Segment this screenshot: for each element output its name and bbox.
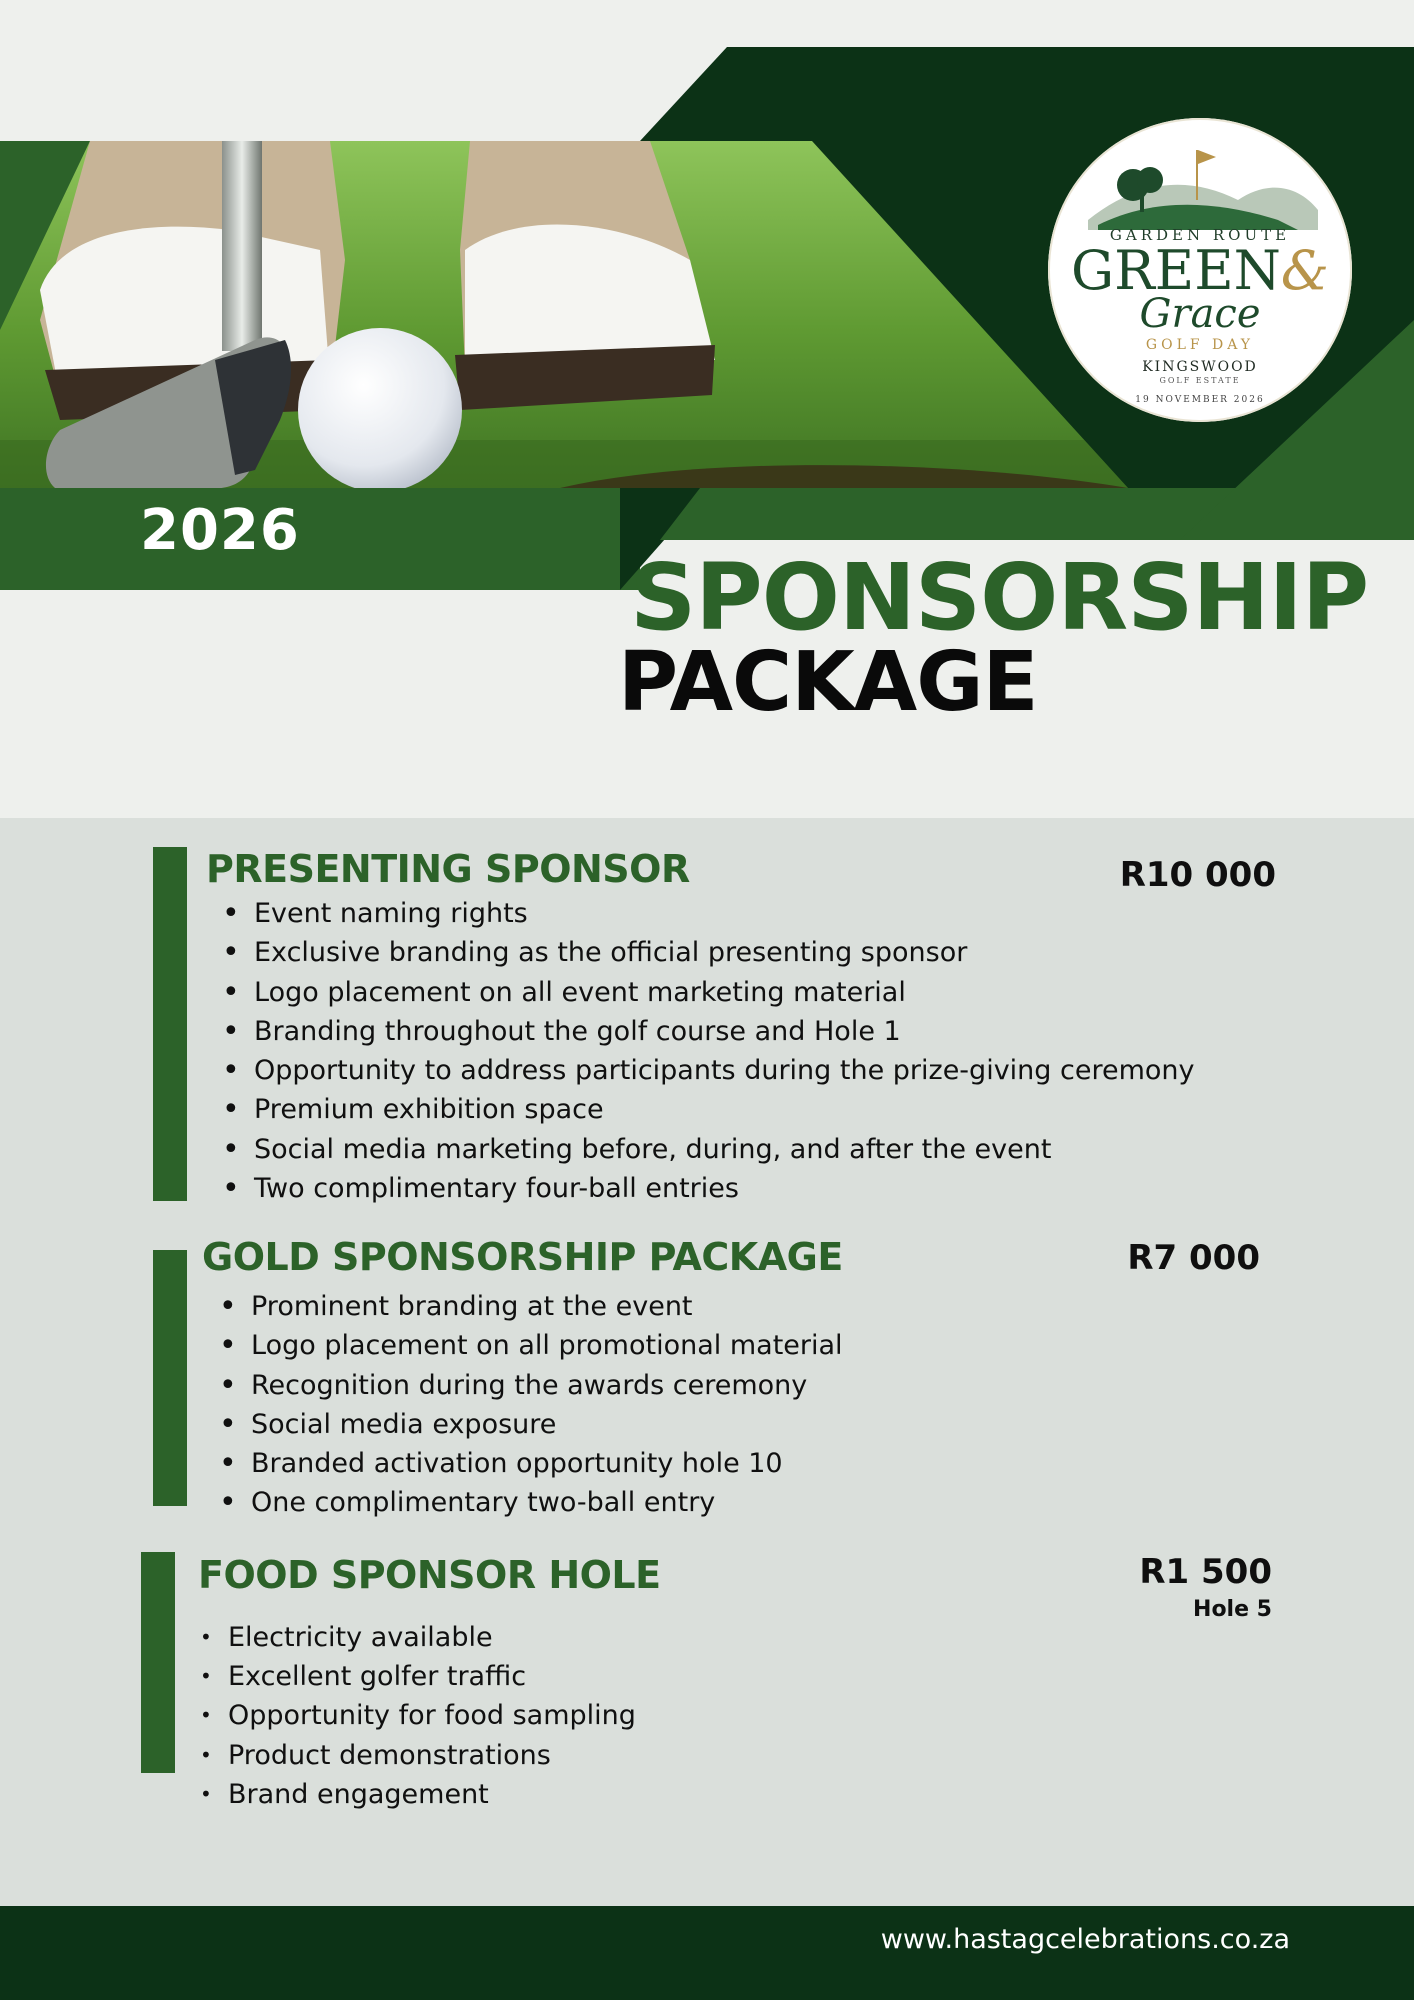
event-year: 2026 [140,498,300,563]
page-subtitle: PACKAGE [618,635,1038,730]
list-item: • Recognition during the awards ceremony [215,1366,843,1405]
section-title-presenting: PRESENTING SPONSOR [206,847,690,891]
list-item: • Exclusive branding as the official presenting sponsor [218,933,1195,972]
list-item: • Logo placement on all promotional material [215,1326,843,1365]
section-title-food: FOOD SPONSOR HOLE [198,1553,661,1597]
list-item: • Branding throughout the golf course and Hole 1 [218,1012,1195,1051]
logo-golf-day: GOLF DAY [1145,337,1255,353]
logo-grace: Grace [1139,291,1261,337]
list-item: • Excellent golfer traffic [198,1657,636,1696]
logo-landscape-icon [1078,140,1322,230]
section-accent-bar [153,847,187,1201]
section-list-gold [215,1287,843,1523]
page-title: SPONSORSHIP [630,544,1369,651]
year-ribbon [0,488,640,590]
logo-date: 19 NOVEMBER 2026 [1135,395,1265,405]
list-item: • Logo placement on all event marketing material [218,973,1195,1012]
section-price-note-food: Hole 5 [1193,1597,1272,1622]
list-item: • Social media marketing before, during, and after the event [218,1130,1195,1169]
list-item: • Opportunity to address participants during the prize-giving ceremony [218,1051,1195,1090]
list-item: • Premium exhibition space [218,1090,1195,1129]
section-price-presenting: R10 000 [1119,855,1276,895]
list-item: • Electricity available [198,1618,636,1657]
logo-venue: KINGSWOOD [1142,359,1258,375]
list-item: • Social media exposure [215,1405,843,1444]
section-list-food [198,1618,636,1814]
list-item: • Two complimentary four-ball entries [218,1169,1195,1208]
list-item: • One complimentary two-ball entry [215,1483,843,1522]
logo-venue-sub: GOLF ESTATE [1159,376,1241,385]
logo-region: GARDEN ROUTE [1109,226,1291,244]
list-item: • Brand engagement [198,1775,636,1814]
list-item: • Event naming rights [218,894,1195,933]
section-accent-bar [153,1250,187,1506]
list-item: • Branded activation opportunity hole 10 [215,1444,843,1483]
logo-green: GREEN& [1071,239,1329,302]
section-title-gold: GOLD SPONSORSHIP PACKAGE [202,1235,843,1279]
section-list-presenting [218,894,1195,1208]
list-item: • Product demonstrations [198,1736,636,1775]
list-item: • Prominent branding at the event [215,1287,843,1326]
list-item: • Opportunity for food sampling [198,1696,636,1735]
website-link[interactable]: www.hastagcelebrations.co.za [880,1924,1290,1955]
section-price-gold: R7 000 [1127,1238,1260,1278]
section-price-food: R1 500 [1139,1552,1272,1592]
section-accent-bar [141,1552,175,1773]
